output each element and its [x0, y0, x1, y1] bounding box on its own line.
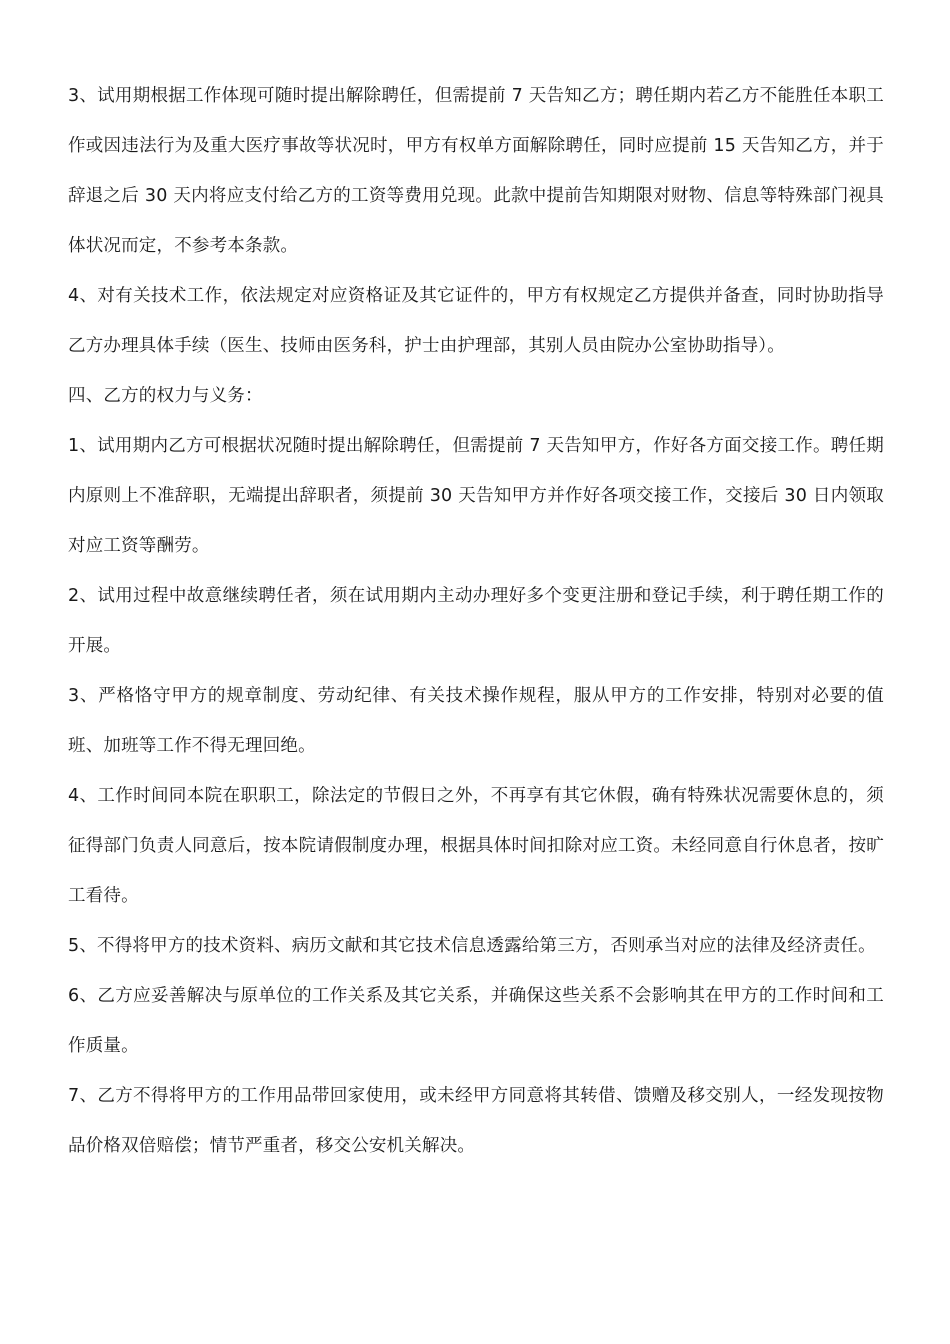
clause-7-work-items: 7、乙方不得将甲方的工作用品带回家使用，或未经甲方同意将其转借、馈赠及移交别人，一经发现按物品价格双倍赔偿；情节严重者，移交公安机关解决。 [68, 1086, 884, 1156]
clause-6-prior-employer: 6、乙方应妥善解决与原单位的工作关系及其它关系，并确保这些关系不会影响其在甲方的工作时间和工作质量。 [68, 986, 884, 1056]
clause-5-confidentiality: 5、不得将甲方的技术资料、病历文献和其它技术信息透露给第三方，否则承当对应的法律及经济责任。 [68, 936, 876, 956]
clause-3-probation-termination: 3、试用期根据工作体现可随时提出解除聘任，但需提前 7 天告知乙方；聘任期内若乙方不能胜任本职工作或因违法行为及重大医疗事故等状况时，甲方有权单方面解除聘任，同时应提前 15 天告知乙方，并于辞退之后 30 天内将应支付给乙方的工资等费用兑现。此款中提前告知期限对财物、信息等特殊部门视具体状况而定，不参考本条款。 [68, 86, 884, 256]
clause-2-registration: 2、试用过程中故意继续聘任者，须在试用期内主动办理好多个变更注册和登记手续，利于聘任期工作的开展。 [68, 586, 884, 656]
clause-1-resignation: 1、试用期内乙方可根据状况随时提出解除聘任，但需提前 7 天告知甲方，作好各方面交接工作。聘任期内原则上不准辞职，无端提出辞职者，须提前 30 天告知甲方并作好各项交接工作，交接后 30 日内领取对应工资等酬劳。 [68, 436, 884, 556]
document-page [68, 71, 884, 1171]
clause-4-working-hours: 4、工作时间同本院在职职工，除法定的节假日之外，不再享有其它休假，确有特殊状况需要休息的，须征得部门负责人同意后，按本院请假制度办理，根据具体时间扣除对应工资。未经同意自行休息者，按旷工看待。 [68, 786, 884, 906]
section-heading-party-b-rights: 四、乙方的权力与义务： [68, 386, 263, 406]
clause-4-certificates: 4、对有关技术工作，依法规定对应资格证及其它证件的，甲方有权规定乙方提供并备查，同时协助指导乙方办理具体手续（医生、技师由医务科，护士由护理部，其别人员由院办公室协助指导）。 [68, 286, 884, 356]
clause-3-rules: 3、严格恪守甲方的规章制度、劳动纪律、有关技术操作规程，服从甲方的工作安排，特别对必要的值班、加班等工作不得无理回绝。 [68, 686, 884, 756]
